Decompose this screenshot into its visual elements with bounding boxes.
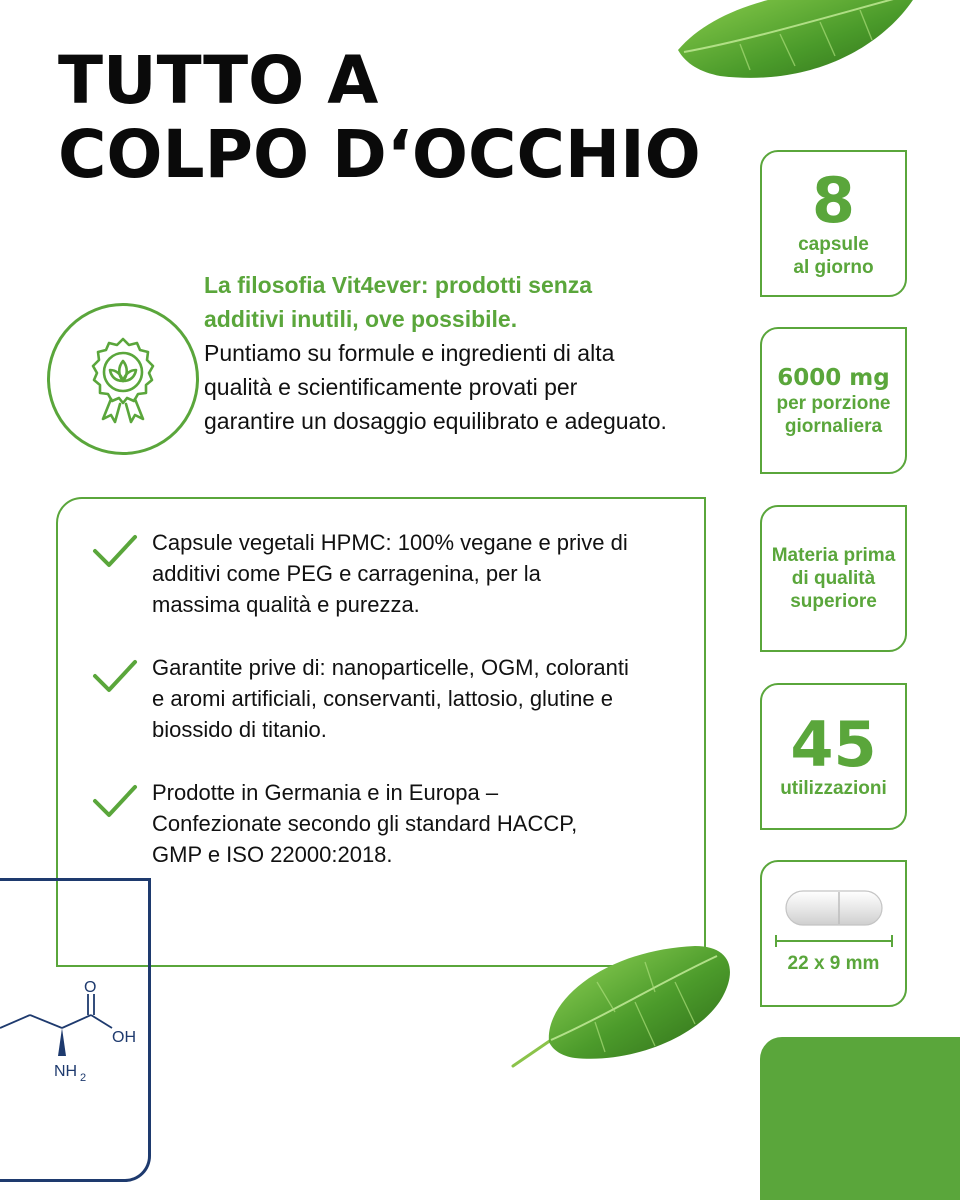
philosophy-headline: La filosofia Vit4ever: prodotti senza additivi inutili, ove possibile. — [204, 272, 593, 332]
capsule-icon — [784, 888, 884, 928]
philosophy-text — [204, 268, 674, 438]
stat-quality-line-1: Materia prima — [771, 545, 896, 566]
checkmark-icon — [92, 658, 138, 694]
checkmark-icon — [92, 783, 138, 819]
stat-capsules-label-1: capsule — [798, 233, 869, 255]
leaf-bottom-decoration — [505, 930, 735, 1075]
stat-dose-value: 6000 mg — [777, 364, 890, 391]
feature-item-3 — [92, 777, 632, 870]
title-line-2: COLPO D‘OCCHIO — [58, 116, 701, 193]
feature-item-2 — [92, 652, 632, 745]
stat-dose — [760, 327, 907, 474]
quality-badge — [47, 303, 199, 455]
stat-quality — [760, 505, 907, 652]
stat-dose-label-1: per porzione — [776, 392, 891, 414]
molecule-o-label: O — [84, 979, 97, 996]
stat-quality-line-3: superiore — [790, 591, 877, 612]
stat-dose-label-2: giornaliera — [784, 415, 883, 437]
stat-capsule-size — [760, 860, 907, 1007]
stat-uses-value: 45 — [790, 708, 877, 781]
checkmark-icon — [92, 533, 138, 569]
stat-size-label: 22 x 9 mm — [787, 953, 880, 974]
stat-uses — [760, 683, 907, 830]
dimension-line-icon — [774, 934, 894, 948]
stat-uses-label: utilizzazioni — [780, 778, 887, 799]
stat-capsules-per-day — [760, 150, 907, 297]
molecule-nh-label: NH — [54, 1063, 78, 1080]
philosophy-body: Puntiamo su formule e ingredienti di alta qualità e scientificamente provati per garantire un dosaggio equilibrato e adeguato. — [204, 340, 667, 434]
molecule-structure-icon — [0, 970, 150, 1090]
feature-text-3: Prodotte in Germania e in Europa – Confezionate secondo gli standard HACCP, GMP e ISO 22000:2018. — [152, 780, 578, 867]
molecule-nh-subscript: 2 — [80, 1072, 87, 1084]
stat-capsules-label-2: al giorno — [793, 256, 874, 278]
features-panel — [56, 497, 706, 967]
quality-seal-leaf-icon — [73, 329, 173, 429]
molecule-oh-label: OH — [112, 1029, 136, 1046]
stat-quality-line-2: di qualità — [791, 568, 876, 589]
page-title — [58, 44, 701, 192]
green-corner-block — [760, 1037, 960, 1200]
feature-text-2: Garantite prive di: nanoparticelle, OGM, coloranti e aromi artificiali, conservanti, lattosio, glutine e biossido di titanio. — [152, 655, 629, 742]
title-line-1: TUTTO A — [58, 42, 379, 119]
feature-item-1 — [92, 527, 632, 620]
stat-capsules-value: 8 — [811, 163, 856, 237]
feature-text-1: Capsule vegetali HPMC: 100% vegane e prive di additivi come PEG e carragenina, per la massima qualità e purezza. — [152, 530, 628, 617]
